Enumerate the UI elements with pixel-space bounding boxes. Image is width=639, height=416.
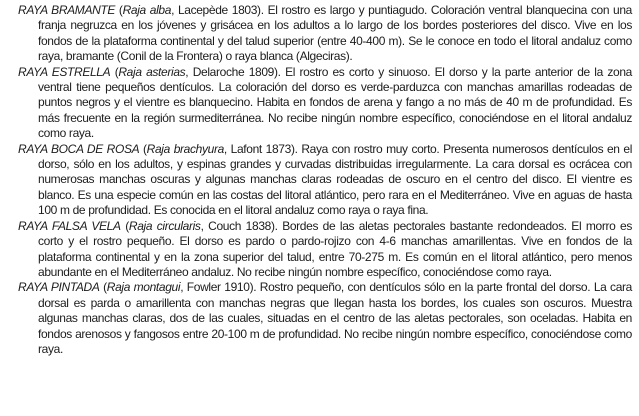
species-authority: Delaroche 1809	[192, 64, 274, 79]
close-paren: ).	[249, 280, 260, 295]
species-scientific-name: Raja circularis	[128, 218, 201, 233]
species-description: El rostro es corto y sinuoso. El dorso y la parte anterior de la zona ventral tiene pequeños dentículos. La coloración del dorso es verde-parduzca con manchas amarillas rodeadas de puntos negros y el vientre es blanquecino. Habita en fondos de arena y fango a no más de 40 m de profundidad. Es más frecuente en la región surmediterránea. No recibe ningún nombre específico, conociéndose en el litoral andaluz como raya.	[38, 64, 633, 141]
close-paren: ).	[274, 64, 286, 79]
open-paren: (	[99, 280, 107, 295]
species-authority: Couch 1838	[208, 218, 271, 233]
species-common-name: RAYA BOCA DE ROSA	[18, 141, 140, 156]
close-paren: ).	[290, 141, 302, 156]
comma-separator: ,	[200, 218, 209, 233]
species-common-name: RAYA ESTRELLA	[18, 64, 111, 79]
species-description: Raya con rostro muy corto. Presenta numerosos dentículos en el dorso, sólo en los adultos, y espinas grandes y curvadas distribuidas irregularmente. La cara dorsal es ocrácea con numerosas manchas oscuras y algunas manchas claras rodeadas de oscuro en el centro del disco. El vientre es blanco. Es una especie común en las costas del litoral atlántico, pero rara en el Mediterráneo. Vive en aguas de hasta 100 m de profundidad. Es conocida en el litoral andaluz como raya o raya fina.	[38, 141, 633, 218]
species-description: El rostro es largo y puntiagudo. Coloración ventral blanquecina con una franja negruzca en los jóvenes y grisácea en los adultos a lo largo de los bordes posteriores del disco. Vive en los fondos de la plataforma continental y del talud superior (entre 40-400 m). Se le conoce en todo el litoral andaluz como raya, bramante (Conil de la Frontera) o raya blanca (Algeciras).	[38, 3, 633, 64]
comma-separator: ,	[223, 141, 231, 156]
species-description: Bordes de las aletas pectorales bastante redondeados. El morro es corto y el rostro pequeño. El dorso es pardo o pardo-rojizo con 4-6 manchas amarillentas. Vive en fondos de la plataforma continental y en la zona superior del talud, entre 70-275 m. Es común en el litoral atlántico, pero menos abundante en el Mediterráneo andaluz. No recibe ningún nombre específico, conociéndose como raya.	[38, 218, 632, 279]
species-entry-raya-pintada	[18, 280, 632, 357]
species-entry-raya-falsa-vela	[18, 219, 632, 281]
species-entry-raya-boca-de-rosa	[18, 142, 632, 219]
species-common-name: RAYA FALSA VELA	[18, 218, 121, 233]
comma-separator: ,	[171, 3, 178, 17]
comma-separator: ,	[180, 280, 187, 295]
species-common-name: RAYA PINTADA	[18, 280, 100, 295]
open-paren: (	[120, 218, 129, 233]
close-paren: ).	[270, 218, 283, 233]
species-authority: Lafont 1873	[230, 141, 291, 156]
open-paren: (	[115, 3, 123, 17]
species-scientific-name: Raja montagui	[106, 280, 181, 295]
species-description: Rostro pequeño, con dentículos sólo en la parte frontal del dorso. La cara dorsal es parda o amarillenta con manchas negras que llegan hasta los bordes, los cuales son oscuros. Muestra algunas manchas claras, dos de las cuales, situadas en el centro de las aletas pectorales, son oceladas. Habita en fondos arenosos y fangosos entre 20-100 m de profundidad. No recibe ningún nombre específico, conociéndose como raya.	[38, 280, 632, 356]
species-authority: Fowler 1910	[186, 280, 250, 295]
species-entry-raya-estrella	[18, 65, 632, 142]
species-authority: Lacepède 1803	[177, 3, 258, 17]
open-paren: (	[139, 141, 147, 156]
species-common-name: RAYA BRAMANTE	[18, 3, 116, 17]
species-scientific-name: Raja alba	[122, 3, 172, 17]
species-scientific-name: Raja asterias	[118, 64, 186, 79]
comma-separator: ,	[185, 64, 193, 79]
open-paren: (	[110, 64, 119, 79]
species-text-block	[18, 3, 632, 357]
close-paren: ).	[257, 3, 268, 17]
species-scientific-name: Raja brachyura	[146, 141, 224, 156]
species-entry-raya-bramante	[18, 3, 632, 65]
